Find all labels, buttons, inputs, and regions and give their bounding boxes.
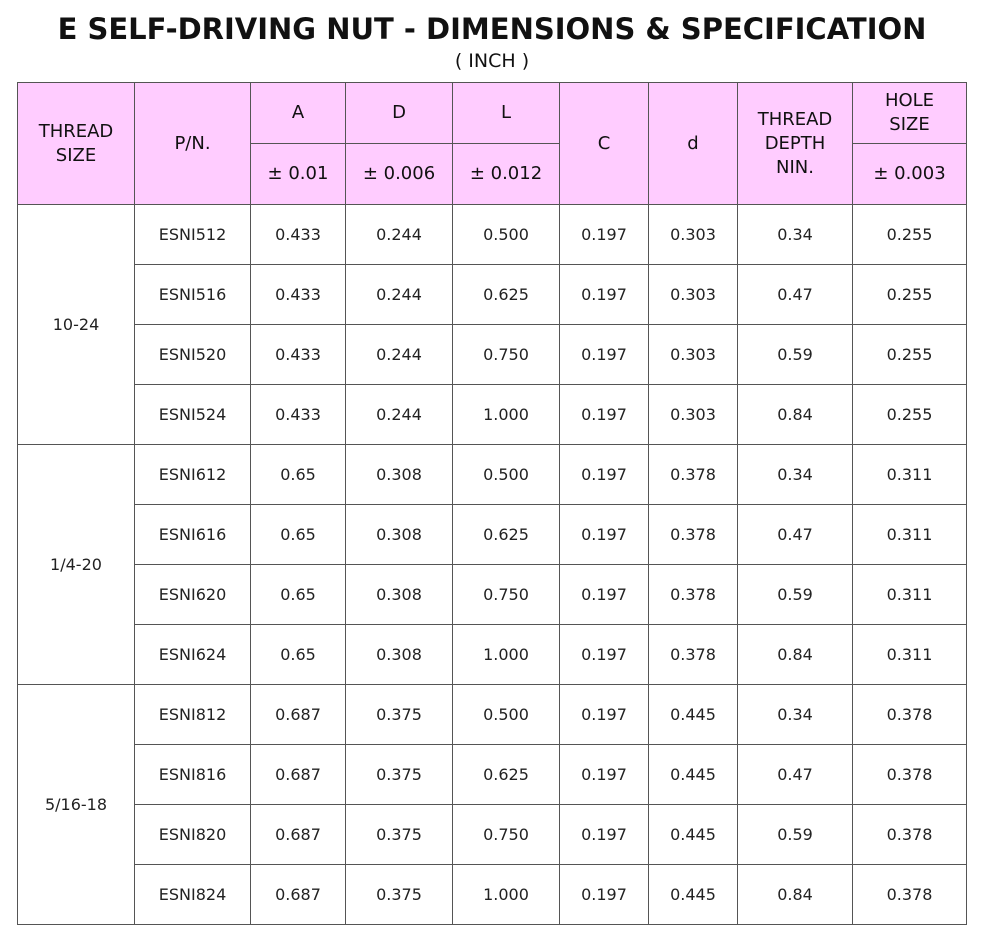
- table-row: [18, 325, 967, 385]
- pn-cell: ESNI612: [135, 445, 251, 505]
- header-thread-size: [18, 83, 135, 205]
- d-cell: 0.303: [649, 265, 738, 325]
- c-cell: 0.197: [560, 265, 649, 325]
- header-a: A: [251, 83, 346, 144]
- pn-cell: ESNI520: [135, 325, 251, 385]
- D-cell: 0.244: [346, 385, 453, 445]
- tolerance-l: ± 0.012: [453, 144, 560, 205]
- hole-cell: 0.311: [853, 445, 967, 505]
- c-cell: 0.197: [560, 745, 649, 805]
- thread-size-cell: 5/16-18: [18, 685, 135, 925]
- hole-cell: 0.378: [853, 805, 967, 865]
- table-row: [18, 805, 967, 865]
- c-cell: 0.197: [560, 685, 649, 745]
- header-hole-size: [853, 83, 967, 144]
- a-cell: 0.687: [251, 685, 346, 745]
- hole-cell: 0.378: [853, 685, 967, 745]
- c-cell: 0.197: [560, 625, 649, 685]
- d-cell: 0.378: [649, 565, 738, 625]
- D-cell: 0.244: [346, 325, 453, 385]
- d-cell: 0.303: [649, 325, 738, 385]
- l-cell: 1.000: [453, 625, 560, 685]
- a-cell: 0.433: [251, 265, 346, 325]
- header-l: L: [453, 83, 560, 144]
- a-cell: 0.687: [251, 805, 346, 865]
- hole-cell: 0.311: [853, 625, 967, 685]
- pn-cell: ESNI616: [135, 505, 251, 565]
- l-cell: 0.625: [453, 745, 560, 805]
- l-cell: 0.500: [453, 685, 560, 745]
- pn-cell: ESNI624: [135, 625, 251, 685]
- D-cell: 0.308: [346, 565, 453, 625]
- page-title: E SELF-DRIVING NUT - DIMENSIONS & SPECIFICATION: [57, 12, 927, 46]
- pn-cell: ESNI524: [135, 385, 251, 445]
- depth-cell: 0.84: [738, 385, 853, 445]
- a-cell: 0.65: [251, 505, 346, 565]
- l-cell: 1.000: [453, 865, 560, 925]
- table-row: [18, 265, 967, 325]
- hole-cell: 0.378: [853, 865, 967, 925]
- c-cell: 0.197: [560, 505, 649, 565]
- c-cell: 0.197: [560, 865, 649, 925]
- a-cell: 0.433: [251, 385, 346, 445]
- l-cell: 0.500: [453, 205, 560, 265]
- depth-cell: 0.84: [738, 625, 853, 685]
- table-row: [18, 385, 967, 445]
- a-cell: 0.687: [251, 745, 346, 805]
- hole-cell: 0.311: [853, 505, 967, 565]
- l-cell: 0.500: [453, 445, 560, 505]
- unit-subtitle: ( INCH ): [454, 50, 530, 72]
- header-D: D: [346, 83, 453, 144]
- c-cell: 0.197: [560, 445, 649, 505]
- hole-cell: 0.255: [853, 265, 967, 325]
- depth-cell: 0.59: [738, 325, 853, 385]
- table-row: [18, 205, 967, 265]
- c-cell: 0.197: [560, 565, 649, 625]
- d-cell: 0.445: [649, 805, 738, 865]
- header-thread-depth-label: THREAD DEPTH NIN.: [757, 108, 833, 178]
- l-cell: 0.750: [453, 325, 560, 385]
- c-cell: 0.197: [560, 205, 649, 265]
- a-cell: 0.65: [251, 445, 346, 505]
- l-cell: 1.000: [453, 385, 560, 445]
- hole-cell: 0.255: [853, 325, 967, 385]
- header-thread-size-label: THREAD SIZE: [38, 120, 114, 166]
- thread-size-cell: 1/4-20: [18, 445, 135, 685]
- hole-cell: 0.311: [853, 565, 967, 625]
- table-row: [18, 565, 967, 625]
- pn-cell: ESNI816: [135, 745, 251, 805]
- depth-cell: 0.34: [738, 445, 853, 505]
- l-cell: 0.625: [453, 265, 560, 325]
- a-cell: 0.65: [251, 625, 346, 685]
- d-cell: 0.445: [649, 865, 738, 925]
- pn-cell: ESNI516: [135, 265, 251, 325]
- tolerance-a: ± 0.01: [251, 144, 346, 205]
- spec-table-body: [18, 205, 967, 925]
- depth-cell: 0.59: [738, 805, 853, 865]
- D-cell: 0.375: [346, 685, 453, 745]
- spec-table: [17, 82, 967, 925]
- pn-cell: ESNI812: [135, 685, 251, 745]
- l-cell: 0.750: [453, 805, 560, 865]
- d-cell: 0.378: [649, 625, 738, 685]
- table-row: [18, 445, 967, 505]
- D-cell: 0.244: [346, 265, 453, 325]
- depth-cell: 0.47: [738, 505, 853, 565]
- depth-cell: 0.34: [738, 685, 853, 745]
- d-cell: 0.445: [649, 745, 738, 805]
- depth-cell: 0.34: [738, 205, 853, 265]
- pn-cell: ESNI512: [135, 205, 251, 265]
- D-cell: 0.308: [346, 505, 453, 565]
- a-cell: 0.65: [251, 565, 346, 625]
- hole-cell: 0.255: [853, 205, 967, 265]
- d-cell: 0.303: [649, 385, 738, 445]
- header-pn: P/N.: [135, 83, 251, 205]
- a-cell: 0.433: [251, 325, 346, 385]
- depth-cell: 0.84: [738, 865, 853, 925]
- l-cell: 0.750: [453, 565, 560, 625]
- D-cell: 0.375: [346, 745, 453, 805]
- D-cell: 0.308: [346, 445, 453, 505]
- hole-cell: 0.378: [853, 745, 967, 805]
- tolerance-hole: ± 0.003: [853, 144, 967, 205]
- depth-cell: 0.47: [738, 745, 853, 805]
- d-cell: 0.445: [649, 685, 738, 745]
- D-cell: 0.375: [346, 865, 453, 925]
- header-d: d: [649, 83, 738, 205]
- table-row: [18, 625, 967, 685]
- hole-cell: 0.255: [853, 385, 967, 445]
- pn-cell: ESNI620: [135, 565, 251, 625]
- a-cell: 0.687: [251, 865, 346, 925]
- a-cell: 0.433: [251, 205, 346, 265]
- c-cell: 0.197: [560, 325, 649, 385]
- header-c: C: [560, 83, 649, 205]
- table-row: [18, 865, 967, 925]
- pn-cell: ESNI820: [135, 805, 251, 865]
- thread-size-cell: 10-24: [18, 205, 135, 445]
- l-cell: 0.625: [453, 505, 560, 565]
- depth-cell: 0.59: [738, 565, 853, 625]
- table-row: [18, 685, 967, 745]
- depth-cell: 0.47: [738, 265, 853, 325]
- pn-cell: ESNI824: [135, 865, 251, 925]
- table-row: [18, 745, 967, 805]
- D-cell: 0.375: [346, 805, 453, 865]
- d-cell: 0.303: [649, 205, 738, 265]
- c-cell: 0.197: [560, 385, 649, 445]
- table-row: [18, 505, 967, 565]
- header-thread-depth: [738, 83, 853, 205]
- D-cell: 0.244: [346, 205, 453, 265]
- header-hole-size-label: HOLE SIZE: [884, 90, 935, 135]
- c-cell: 0.197: [560, 805, 649, 865]
- d-cell: 0.378: [649, 505, 738, 565]
- D-cell: 0.308: [346, 625, 453, 685]
- tolerance-D: ± 0.006: [346, 144, 453, 205]
- d-cell: 0.378: [649, 445, 738, 505]
